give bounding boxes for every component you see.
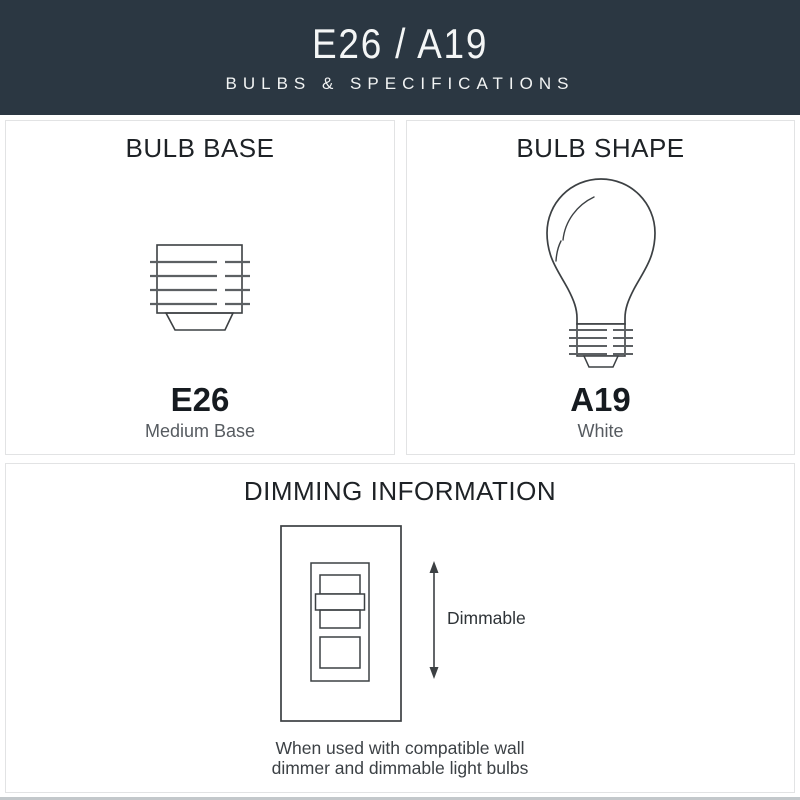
header-banner <box>0 0 800 115</box>
bulb-shape-panel <box>406 120 795 455</box>
bulb-shape-code: A19 <box>570 381 631 418</box>
bulb-shape-title: BULB SHAPE <box>516 133 685 163</box>
dimming-panel <box>5 463 795 793</box>
e26-screw-base-icon <box>148 241 252 333</box>
a19-bulb-icon <box>543 177 659 369</box>
dimmer-switch-icon <box>280 525 402 722</box>
bulb-base-code: E26 <box>170 381 230 418</box>
bulb-shape-description: White <box>577 421 624 441</box>
dimming-caption-line1: When used with compatible wall <box>275 738 525 758</box>
dimming-title: DIMMING INFORMATION <box>243 476 557 506</box>
dimming-caption <box>6 738 794 778</box>
header-subtitle: BULBS & SPECIFICATIONS <box>225 74 575 93</box>
bulb-base-panel <box>5 120 395 455</box>
vertical-double-arrow-icon <box>425 560 443 680</box>
bulb-base-title: BULB BASE <box>125 133 275 163</box>
bulb-base-description: Medium Base <box>144 421 256 441</box>
dimming-caption-line2: dimmer and dimmable light bulbs <box>271 758 529 778</box>
dimmable-label: Dimmable <box>447 608 526 628</box>
header-title: E26 / A19 <box>311 20 489 67</box>
